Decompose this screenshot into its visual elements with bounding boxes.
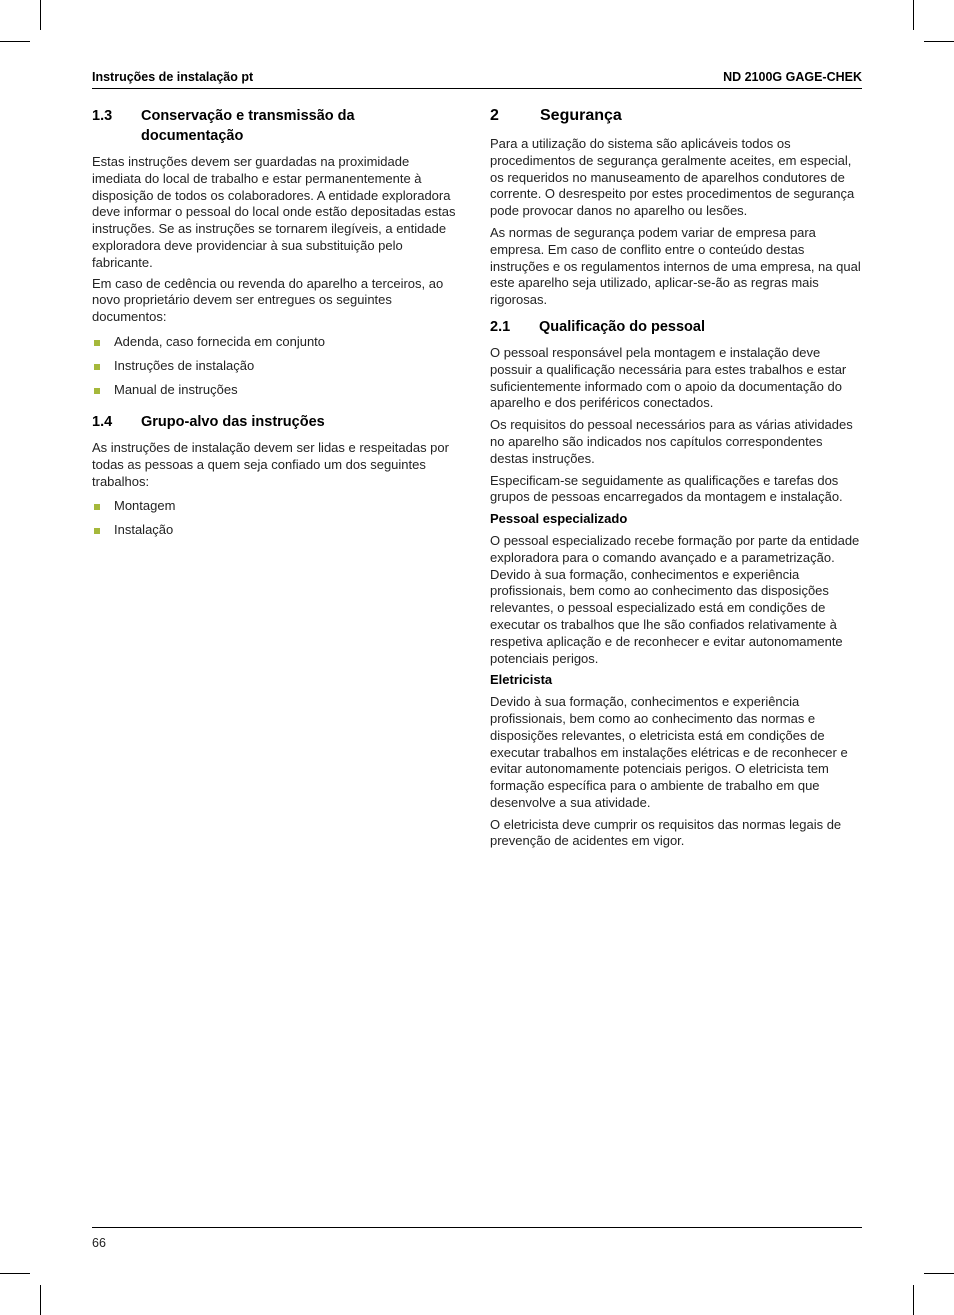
subheading-electrician: Eletricista xyxy=(490,672,553,688)
paragraph: Os requisitos do pessoal necessários para as várias atividades no aparelho são indicados nos capítulos correspondentes destas instruções. xyxy=(490,417,853,466)
document-list xyxy=(92,334,460,406)
paragraph: O pessoal especializado recebe formação por parte da entidade exploradora para o comando avançado e a parametrização. Devido à sua formação, conhecimentos e experiência profissionais, bem como ao conhecimento das disposições relevantes, o pessoal especializado está em condições de executar os trabalhos que lhe são confiados relativamente à respetiva aplicação e de reconhecer e evitar autonomamente potenciais perigos. xyxy=(490,532,860,666)
section-title: Conservação e transmissão da documentação xyxy=(141,108,355,144)
paragraph: O eletricista deve cumprir os requisitos das normas legais de prevenção de acidentes em vigor. xyxy=(490,816,842,849)
crop-mark xyxy=(40,0,41,30)
crop-mark xyxy=(0,41,30,42)
section-number: 1.3 xyxy=(92,108,113,124)
list-item-text: Montagem xyxy=(114,498,176,514)
section-heading-1-4 xyxy=(92,412,460,432)
list-item xyxy=(92,498,460,522)
bullet-icon xyxy=(94,504,100,510)
list-item xyxy=(92,382,460,406)
section-number: 2.1 xyxy=(490,318,511,335)
list-item xyxy=(92,358,460,382)
section-heading-1-3 xyxy=(92,106,460,146)
crop-mark xyxy=(913,1285,914,1315)
section-number: 2 xyxy=(490,107,499,124)
page-number: 66 xyxy=(92,1236,106,1250)
list-item xyxy=(92,334,460,358)
paragraph: O pessoal responsável pela montagem e instalação deve possuir a qualificação necessária para estes trabalhos e estar suficientemente informado com o apoio da documentação do aparelho e dos periféricos conectados. xyxy=(490,344,847,411)
page-header xyxy=(92,68,862,89)
list-item xyxy=(92,522,460,546)
section-title: Segurança xyxy=(540,107,622,124)
subheading-specialized-staff: Pessoal especializado xyxy=(490,511,628,527)
left-column xyxy=(92,106,460,546)
paragraph: As instruções de instalação devem ser lidas e respeitadas por todas as pessoas a quem seja confiado um dos seguintes trabalhos: xyxy=(92,439,449,489)
header-right-title: ND 2100G GAGE-CHEK xyxy=(723,70,862,84)
list-item-text: Adenda, caso fornecida em conjunto xyxy=(114,333,326,349)
section-heading-2-1 xyxy=(490,317,862,337)
section-title: Qualificação do pessoal xyxy=(539,318,705,335)
paragraph: As normas de segurança podem variar de empresa para empresa. Em caso de conflito entre o conteúdo destas instruções e os regulamentos internos de uma empresa, na qual este aparelho seja utilizado, aplicar-se-ão as regras mais rigorosas. xyxy=(490,224,861,308)
bullet-icon xyxy=(94,528,100,534)
bullet-icon xyxy=(94,388,100,394)
paragraph: Devido à sua formação, conhecimentos e experiência profissionais, bem como ao conhecimento das normas e disposições relevantes, o eletricista está em condições de executar trabalhos em instalações elétricas e de reconhecer e evitar autonomamente potenciais perigos. O eletricista tem formação específica para o ambiente de trabalho em que desenvolve a sua atividade. xyxy=(490,694,848,810)
crop-mark xyxy=(40,1285,41,1315)
section-heading-2 xyxy=(490,106,862,126)
task-list xyxy=(92,498,460,546)
section-title: Grupo-alvo das instruções xyxy=(141,413,325,430)
bullet-icon xyxy=(94,340,100,346)
paragraph: Especificam-se seguidamente as qualificações e tarefas dos grupos de pessoas encarregados da montagem e instalação. xyxy=(490,472,843,505)
list-item-text: Instruções de instalação xyxy=(114,357,255,373)
page-footer xyxy=(92,1227,862,1250)
crop-mark xyxy=(0,1273,30,1274)
crop-mark xyxy=(913,0,914,30)
paragraph: Em caso de cedência ou revenda do aparelho a terceiros, ao novo proprietário devem ser entregues os seguintes documentos: xyxy=(92,275,444,325)
paragraph: Estas instruções devem ser guardadas na proximidade imediata do local de trabalho e estar permanentemente à disposição de todos os colaboradores. A entidade exploradora deve informar o pessoal do local onde estão depositadas estas instruções. Se as instruções se tornarem ilegíveis, a entidade exploradora deve providenciar à sua substituição pelo fabricante. xyxy=(92,154,456,270)
crop-mark xyxy=(924,41,954,42)
header-left-title: Instruções de instalação pt xyxy=(92,70,254,84)
paragraph: Para a utilização do sistema são aplicáveis todos os procedimentos de segurança geralmente aceites, em especial, os requeridos no manuseamento de aparelhos condutores de corrente. O desrespeito por estes procedimentos de segurança pode provocar danos no aparelho ou lesões. xyxy=(490,136,855,219)
crop-mark xyxy=(924,1273,954,1274)
right-column xyxy=(490,106,862,850)
section-number: 1.4 xyxy=(92,413,113,430)
list-item-text: Manual de instruções xyxy=(114,381,238,397)
list-item-text: Instalação xyxy=(114,522,174,538)
bullet-icon xyxy=(94,364,100,370)
